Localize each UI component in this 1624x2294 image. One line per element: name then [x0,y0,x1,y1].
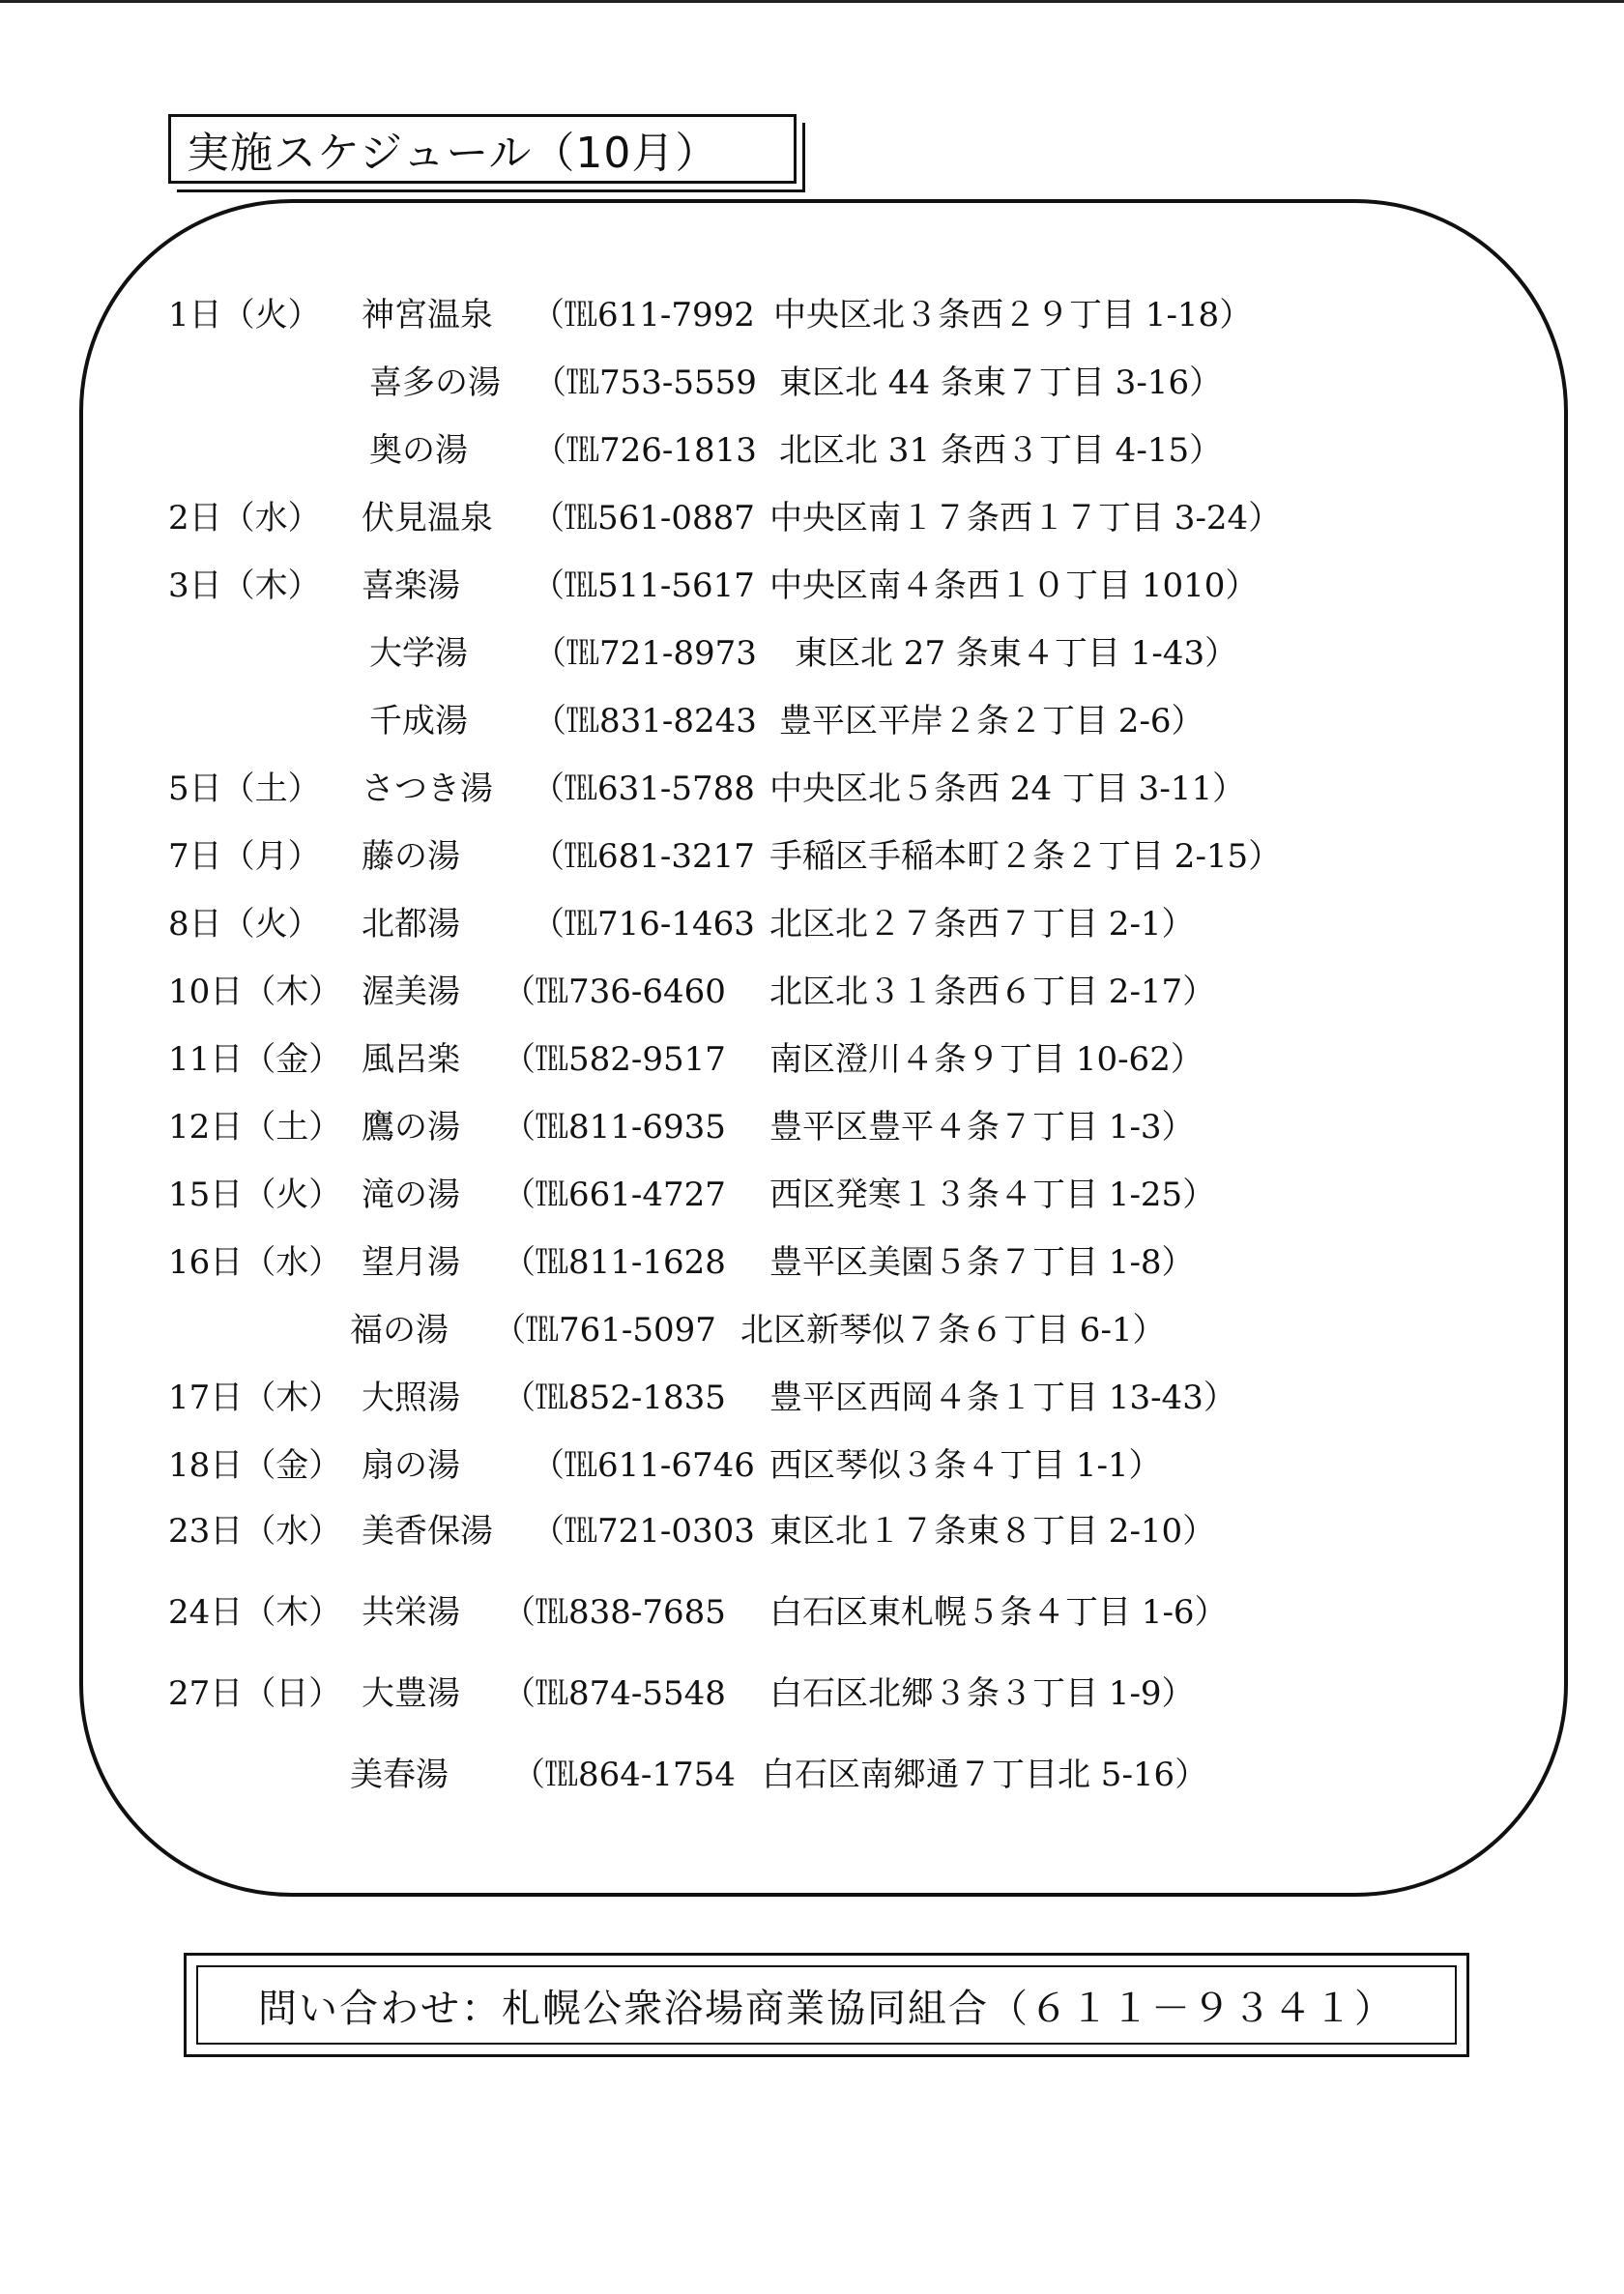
bathhouse-phone: （℡811-6935 [503,1108,726,1147]
bathhouse-name: 喜楽湯 [362,566,460,605]
bathhouse-address: 豊平区西岡４条１丁目 13-43） [769,1379,1236,1417]
bathhouse-address: 東区北 44 条東７丁目 3-16） [779,363,1223,402]
page-top-rule [0,0,1624,3]
bathhouse-phone: （℡761-5097 [493,1311,716,1350]
bathhouse-phone: （℡852-1835 [503,1379,726,1417]
bathhouse-phone: （℡838-7685 [503,1593,726,1632]
bathhouse-phone: （℡736-6460 [503,973,726,1011]
bathhouse-address: 西区琴似３条４丁目 1-1） [769,1446,1162,1485]
schedule-date: 17日（木） [168,1379,342,1417]
bathhouse-address: 中央区北３条西２９丁目 1-18） [773,296,1253,334]
bathhouse-address: 豊平区美園５条７丁目 1-8） [769,1243,1195,1282]
bathhouse-address: 南区澄川４条９丁目 10-62） [769,1040,1204,1079]
bathhouse-name: 扇の湯 [362,1446,460,1485]
bathhouse-name: 鷹の湯 [362,1108,460,1147]
schedule-date: 10日（木） [168,973,342,1011]
bathhouse-address: 北区新琴似７条６丁目 6-1） [740,1311,1166,1350]
bathhouse-address: 白石区北郷３条３丁目 1-9） [769,1674,1195,1713]
bathhouse-name: 福の湯 [350,1311,449,1350]
bathhouse-name: 滝の湯 [362,1176,460,1214]
bathhouse-address: 北区北 31 条西３丁目 4-15） [779,431,1223,470]
bathhouse-phone: （℡511-5617 [532,566,755,605]
schedule-date: 5日（土） [168,770,321,808]
bathhouse-name: 大豊湯 [362,1674,460,1713]
bathhouse-phone: （℡831-8243 [534,702,757,740]
schedule-date: 2日（水） [168,499,321,537]
bathhouse-phone: （℡874-5548 [503,1674,726,1713]
bathhouse-name: 北都湯 [362,905,460,944]
bathhouse-phone: （℡681-3217 [532,837,755,876]
schedule-date: 11日（金） [168,1040,342,1079]
bathhouse-phone: （℡721-0303 [532,1512,755,1551]
bathhouse-name: 美香保湯 [362,1512,493,1551]
bathhouse-address: 白石区東札幌５条４丁目 1-6） [769,1593,1228,1632]
bathhouse-address: 中央区南４条西１０丁目 1010） [769,566,1259,605]
bathhouse-name: 千成湯 [369,702,468,740]
bathhouse-phone: （℡721-8973 [534,634,757,673]
bathhouse-phone: （℡716-1463 [532,905,755,944]
schedule-date: 16日（水） [168,1243,342,1282]
bathhouse-address: 東区北 27 条東４丁目 1-43） [795,634,1238,673]
bathhouse-name: 大学湯 [369,634,468,673]
bathhouse-phone: （℡864-1754 [512,1756,736,1794]
bathhouse-address: 西区発寒１３条４丁目 1-25） [769,1176,1216,1214]
bathhouse-phone: （℡753-5559 [534,363,757,402]
bathhouse-name: 藤の湯 [362,837,460,876]
bathhouse-address: 中央区北５条西 24 丁目 3-11） [769,770,1246,808]
schedule-date: 12日（土） [168,1108,342,1147]
bathhouse-phone: （℡611-6746 [532,1446,755,1485]
schedule-date: 27日（日） [168,1674,342,1713]
bathhouse-address: 手稲区手稲本町２条２丁目 2-15） [769,837,1282,876]
bathhouse-name: 望月湯 [362,1243,460,1282]
bathhouse-name: 美春湯 [350,1756,449,1794]
bathhouse-name: 神宮温泉 [362,296,493,334]
bathhouse-address: 中央区南１７条西１７丁目 3-24） [769,499,1282,537]
bathhouse-name: 喜多の湯 [369,363,501,402]
bathhouse-phone: （℡582-9517 [503,1040,726,1079]
bathhouse-address: 東区北１７条東８丁目 2-10） [769,1512,1216,1551]
schedule-date: 18日（金） [168,1446,342,1485]
bathhouse-name: 大照湯 [362,1379,460,1417]
bathhouse-phone: （℡611-7992 [532,296,755,334]
bathhouse-phone: （℡661-4727 [503,1176,726,1214]
bathhouse-address: 豊平区豊平４条７丁目 1-3） [769,1108,1195,1147]
bathhouse-name: さつき湯 [362,770,493,808]
bathhouse-name: 奥の湯 [369,431,468,470]
bathhouse-address: 北区北２７条西７丁目 2-1） [769,905,1195,944]
bathhouse-name: 渥美湯 [362,973,460,1011]
schedule-date: 24日（木） [168,1593,342,1632]
bathhouse-name: 風呂楽 [362,1040,460,1079]
schedule-title: 実施スケジュール（10月） [168,114,797,184]
bathhouse-address: 豊平区平岸２条２丁目 2-6） [779,702,1204,740]
bathhouse-phone: （℡811-1628 [503,1243,726,1282]
bathhouse-name: 共栄湯 [362,1593,460,1632]
schedule-date: 15日（火） [168,1176,342,1214]
schedule-date: 8日（火） [168,905,321,944]
schedule-date: 1日（火） [168,296,321,334]
contact-box [184,1953,1469,2057]
schedule-date: 7日（月） [168,837,321,876]
schedule-date: 3日（木） [168,566,321,605]
bathhouse-phone: （℡561-0887 [532,499,755,537]
schedule-date: 23日（水） [168,1512,342,1551]
bathhouse-phone: （℡631-5788 [532,770,755,808]
contact-text: 問い合わせ：札幌公衆浴場商業協同組合（６１１－９３４１） [196,1965,1457,2045]
bathhouse-address: 北区北３１条西６丁目 2-17） [769,973,1216,1011]
bathhouse-phone: （℡726-1813 [534,431,757,470]
bathhouse-address: 白石区南郷通７丁目北 5-16） [762,1756,1208,1794]
bathhouse-name: 伏見温泉 [362,499,493,537]
